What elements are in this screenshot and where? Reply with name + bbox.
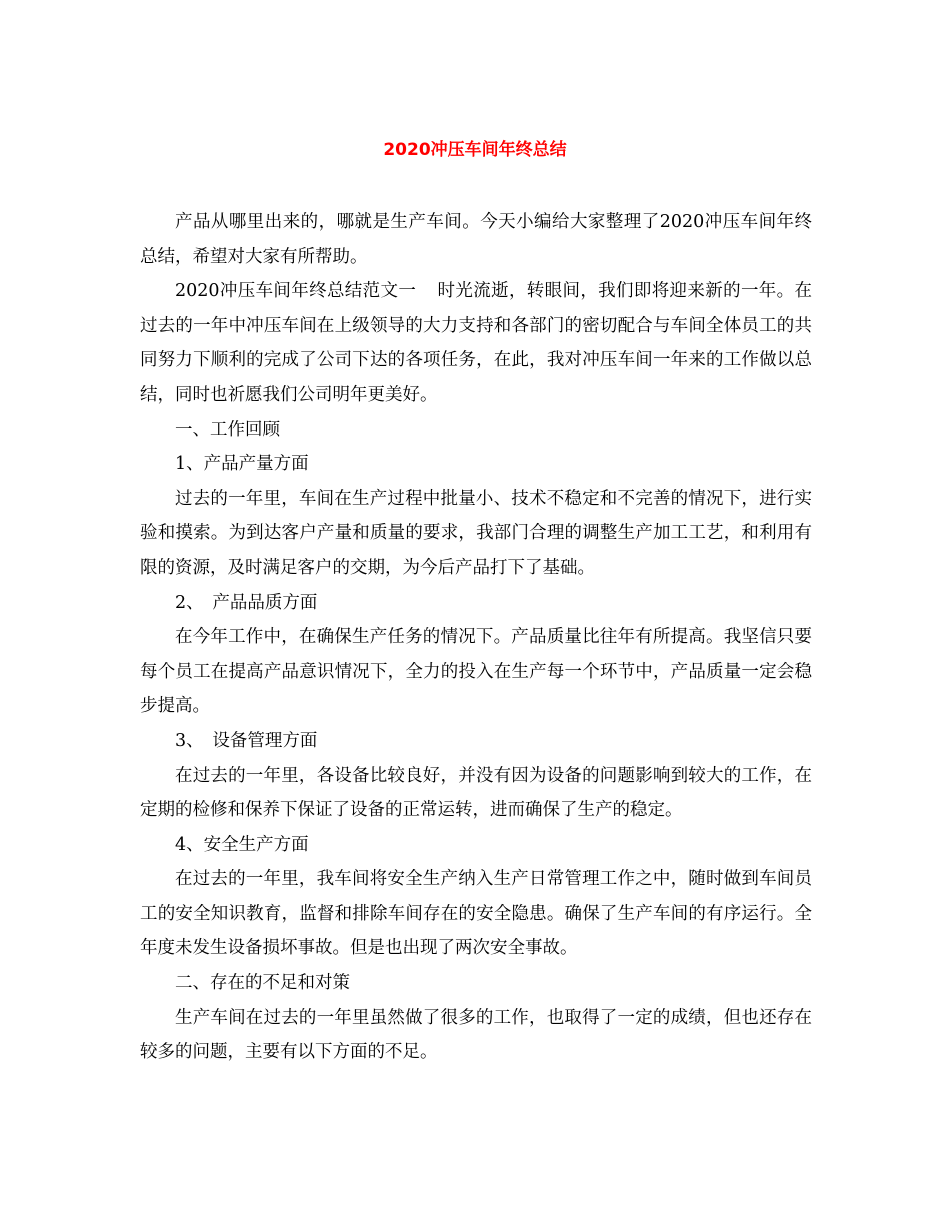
paragraph-output: 过去的一年里，车间在生产过程中批量小、技术不稳定和不完善的情况下，进行实验和摸索。为到达客户产量和质量的要求，我部门合理的调整生产加工工艺，和利用有限的资源，及时满足客户的交期，为今后产品打下了基础。: [140, 488, 812, 578]
sample-paragraph: [140, 274, 812, 412]
intro-paragraph: 产品从哪里出来的，哪就是生产车间。今天小编给大家整理了2020冲压车间年终总结，希望对大家有所帮助。: [140, 212, 812, 267]
paragraph-equipment: 在过去的一年里，各设备比较良好，并没有因为设备的问题影响到较大的工作，在定期的检修和保养下保证了设备的正常运转，进而确保了生产的稳定。: [140, 765, 812, 821]
subheading-safety: 4、安全生产方面: [175, 834, 309, 855]
document-body: [140, 205, 812, 1070]
section-heading-shortcomings: 二、存在的不足和对策: [175, 973, 350, 994]
subheading-quality: 2、 产品品质方面: [175, 592, 318, 613]
sample-opening-text: 时光流逝，转眼间，我们即将迎来新的一年。在过去的一年中冲压车间在上级领导的大力支持和各部门的密切配合与车间全体员工的共同努力下顺利的完成了公司下达的各项任务，在此，我对冲压车间一年来的工作做以总结，同时也祈愿我们公司明年更美好。: [140, 281, 812, 405]
document-title: 2020冲压车间年终总结: [383, 140, 567, 160]
subheading-equipment: 3、 设备管理方面: [175, 730, 318, 751]
section-heading-work-review: 一、工作回顾: [175, 419, 280, 440]
paragraph-safety: 在过去的一年里，我车间将安全生产纳入生产日常管理工作之中，随时做到车间员工的安全知识教育，监督和排除车间存在的安全隐患。确保了生产车间的有序运行。全年度未发生设备损坏事故。但是也出现了两次安全事故。: [140, 869, 812, 959]
sample-label: 2020冲压车间年终总结范文一: [175, 281, 417, 302]
paragraph-shortcomings: 生产车间在过去的一年里虽然做了很多的工作，也取得了一定的成绩，但也还存在较多的问题，主要有以下方面的不足。: [140, 1007, 812, 1063]
subheading-output: 1、产品产量方面: [175, 454, 309, 475]
paragraph-quality: 在今年工作中，在确保生产任务的情况下。产品质量比往年有所提高。我坚信只要每个员工在提高产品意识情况下，全力的投入在生产每一个环节中，产品质量一定会稳步提高。: [140, 627, 812, 717]
